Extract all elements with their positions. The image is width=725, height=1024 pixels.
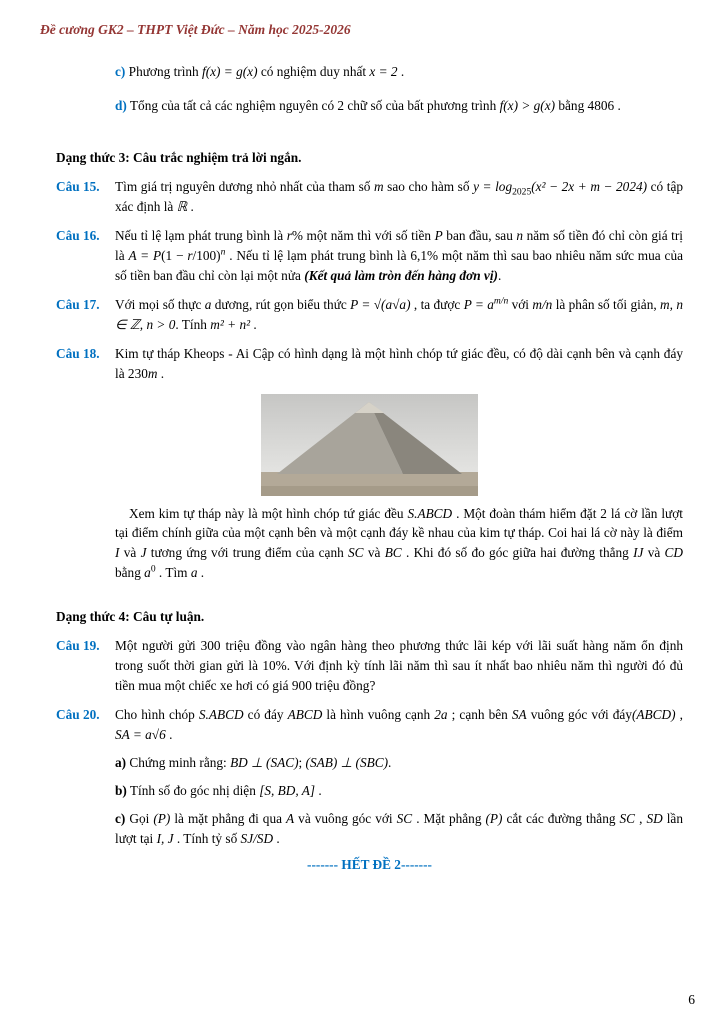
question-20-item-b-label: b) [115,782,127,798]
item-c [115,62,683,82]
item-d-label: d) [115,98,127,114]
question-16-text: Nếu tỉ lệ lạm phát trung bình là r% một năm thì với số tiền P ban đầu, sau n năm số tiền đó chỉ còn giá trị là $A = P(1 - r/100)^n$ . Nếu tỉ lệ lạm phát trung bình là 6,1% một năm thì sau bao nhiêu năm sức mua của số tiền ban đầu chỉ còn lại một nửa (Kết quả làm tròn đến hàng đơn vị). [115,227,683,283]
item-c-label: c) [115,64,126,80]
question-20-text: Cho hình chóp S.ABCD có đáy ABCD là hình vuông cạnh 2a ; cạnh bên SA vuông góc với đáy(ABCD) , SA = a√6 . [115,707,683,742]
question-19-label: Câu 19. [56,638,100,654]
question-20-item-a [115,753,683,773]
item-d [115,96,683,116]
question-18-label: Câu 18. [56,345,100,361]
section-heading-3: Dạng thức 3: Câu trắc nghiệm trả lời ngắn. [56,150,302,166]
question-20-item-b-text: Tính số đo góc nhị diện [S, BD, A] . [129,782,322,798]
question-20-item-c-text: Gọi (P) là mặt phẳng đi qua A và vuông góc với SC . Mặt phẳng (P) cắt các đường thẳng SC , SD lần lượt tại I, J . Tính tỷ số SJ/SD . [115,810,683,846]
question-20-item-c [115,809,683,849]
document-header: Đề cương GK2 – THPT Việt Đức – Năm học 2025-2026 [40,22,351,37]
question-19 [56,636,683,696]
question-20-label: Câu 20. [56,707,100,722]
question-20-item-c-label: c) [115,810,126,826]
question-17-label: Câu 17. [56,296,100,312]
question-20 [56,705,683,745]
question-16-label: Câu 16. [56,227,100,243]
question-18-paragraph: Xem kim tự tháp này là một hình chóp tứ giác đều S.ABCD . Một đoàn thám hiểm đặt 2 lá cờ lần lượt tại điểm chính giữa của một cạnh bên và một cạnh đáy kề nhau của kim tự tháp. Coi hai lá cờ này là điểm I và J tương ứng với trung điểm của cạnh SC và BC . Khi đó số đo góc giữa hai đường thẳng IJ và CD bằng $a^0$ . Tìm a . [115,505,684,581]
pyramid-photo-graphic [261,394,478,496]
question-18 [56,344,683,384]
section-heading-4: Dạng thức 4: Câu tự luận. [56,609,205,625]
question-15-label: Câu 15. [56,179,100,195]
question-20-item-b [115,781,683,801]
end-of-exam-marker: ------- HẾT ĐỀ 2------- [307,856,432,872]
question-20-item-a-text: Chứng minh rằng: BD ⊥ (SAC); (SAB) ⊥ (SBC). [129,754,392,770]
page-number: 6 [688,991,695,1007]
question-16 [56,226,683,286]
item-d-text: Tổng của tất cả các nghiệm nguyên có 2 chữ số của bất phương trình f(x) > g(x) bằng 4806 . [129,98,621,114]
item-c-text: Phương trình f(x) = g(x) có nghiệm duy nhất x = 2 . [128,64,405,80]
question-17-text: Với mọi số thực a dương, rút gọn biểu thức P = √(a√a) , ta được $P = a^{m/n}$ với m/n là phân số tối giản, m, n ∈ ℤ, n > 0. Tính m² + n² . [115,295,683,332]
pyramid-image [261,394,478,496]
question-19-text: Một người gửi 300 triệu đồng vào ngân hàng theo phương thức lãi kép với lãi suất hàng năm ổn định trong suốt thời gian gửi là 10%. Với định kỳ tính lãi năm thì sau ít nhất bao nhiêu năm thì người đó đủ tiền mua một chiếc xe hơi có giá 900 triệu đồng? [115,638,683,694]
question-18-text: Kim tự tháp Kheops - Ai Cập có hình dạng là một hình chóp tứ giác đều, có độ dài cạnh bên và cạnh đáy là 230m . [115,345,683,381]
question-15-text: Tìm giá trị nguyên dương nhỏ nhất của tham số m sao cho hàm số $y = \log_{2025}(x^2 - 2x + m - 2024)$ có tập xác định là ℝ . [115,179,683,214]
desert-foreground [261,486,478,496]
question-20-item-a-label: a) [115,754,127,770]
question-17 [56,295,683,335]
question-15 [56,177,683,217]
